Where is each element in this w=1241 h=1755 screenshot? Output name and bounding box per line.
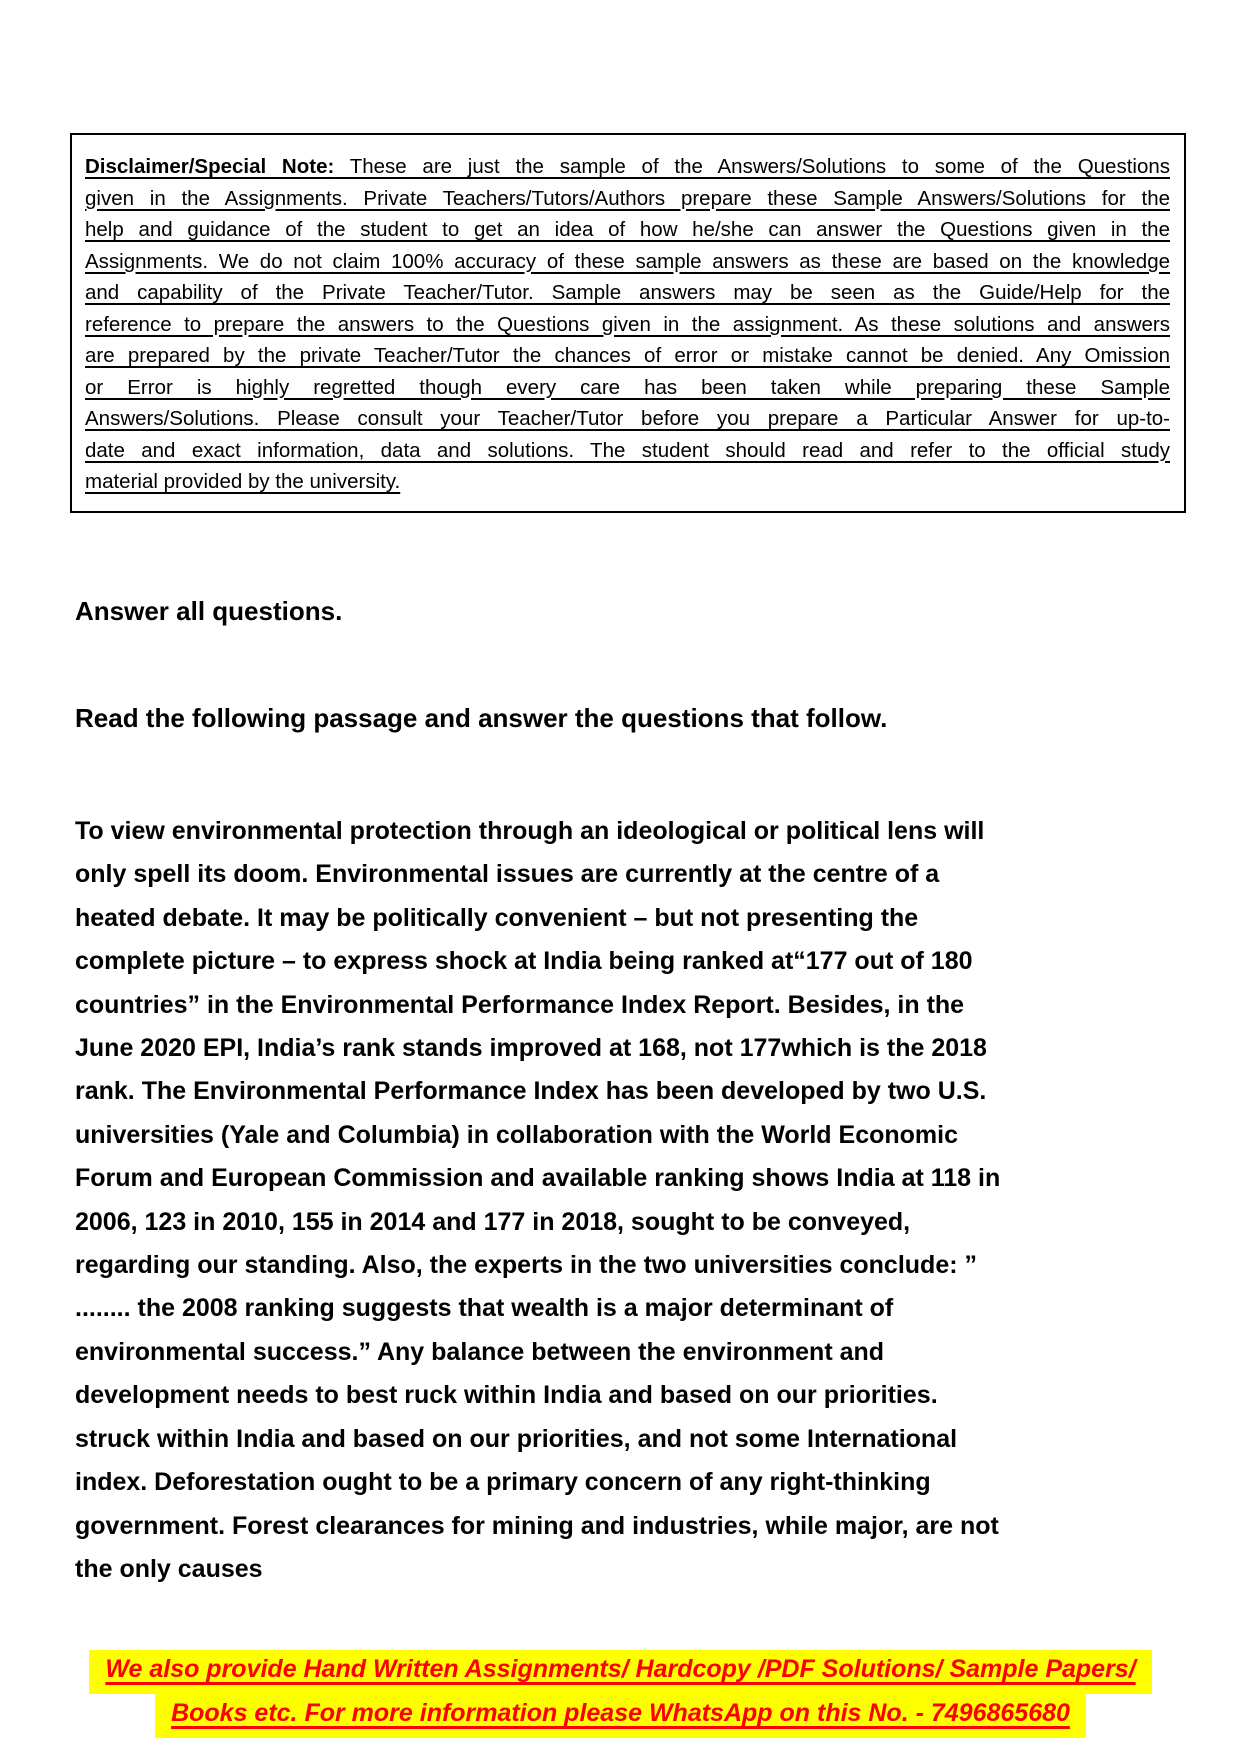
passage-line: development needs to best ruck within India and based on our priorities. — [75, 1381, 938, 1410]
passage-line: government. Forest clearances for mining and industries, while major, are not — [75, 1511, 999, 1540]
passage-line: complete picture – to express shock at India being ranked at“177 out of 180 — [75, 947, 973, 976]
passage-line: universities (Yale and Columbia) in collaboration with the World Economic — [75, 1120, 958, 1149]
footer-line-text: We also provide Hand Written Assignments/ Hardcopy /PDF Solutions/ Sample Papers/ — [89, 1650, 1151, 1694]
disclaimer-line: date and exact information, data and solutions. The student should read and refer to the official study — [85, 438, 1170, 462]
passage-line: ........ the 2008 ranking suggests that wealth is a major determinant of — [75, 1294, 894, 1323]
disclaimer-line: Answers/Solutions. Please consult your Teacher/Tutor before you prepare a Particular Answer for up-to- — [85, 407, 1170, 430]
disclaimer-line: material provided by the university. — [85, 470, 401, 493]
disclaimer-line: are prepared by the private Teacher/Tutor the chances of error or mistake cannot be denied. Any Omission — [85, 344, 1170, 367]
disclaimer-lead-label: Disclaimer/Special Note: — [85, 155, 335, 178]
passage-line: June 2020 EPI, India’s rank stands improved at 168, not 177which is the 2018 — [75, 1034, 987, 1063]
answer-all-heading: Answer all questions. — [75, 596, 343, 626]
disclaimer-line: Assignments. We do not claim 100% accuracy of these sample answers as these are based on the knowledge — [85, 249, 1170, 273]
passage-line: the only causes — [75, 1554, 263, 1583]
footer-promo — [0, 1650, 1241, 1738]
disclaimer-line: and capability of the Private Teacher/Tutor. Sample answers may be seen as the Guide/Help for the — [85, 281, 1170, 304]
disclaimer-box — [70, 133, 1186, 513]
passage-line: Forum and European Commission and available ranking shows India at 118 in — [75, 1164, 1001, 1193]
read-passage-heading: Read the following passage and answer the questions that follow. — [75, 703, 888, 733]
disclaimer-line-text: These are just the sample of the Answers/Solutions to some of the Questions — [334, 155, 1171, 178]
passage-line: only spell its doom. Environmental issues are currently at the centre of a — [75, 860, 940, 889]
passage-line: countries” in the Environmental Performance Index Report. Besides, in the — [75, 990, 965, 1019]
passage-line: regarding our standing. Also, the experts in the two universities conclude: ” — [75, 1251, 977, 1280]
passage-line: 2006, 123 in 2010, 155 in 2014 and 177 in 2018, sought to be conveyed, — [75, 1207, 911, 1236]
disclaimer-line: given in the Assignments. Private Teachers/Tutors/Authors prepare these Sample Answers/Solutions for the — [85, 186, 1170, 210]
passage-line: To view environmental protection through an ideological or political lens will — [75, 817, 985, 845]
disclaimer-line — [85, 151, 1170, 183]
footer-line — [0, 1650, 1241, 1694]
passage — [75, 810, 1000, 1591]
passage-line: heated debate. It may be politically convenient – but not presenting the — [75, 903, 919, 932]
passage-line: index. Deforestation ought to be a primary concern of any right-thinking — [75, 1468, 931, 1497]
disclaimer-line: or Error is highly regretted though every care has been taken while preparing these Sample — [85, 375, 1170, 399]
disclaimer-line: reference to prepare the answers to the Questions given in the assignment. As these solutions and answers — [85, 312, 1170, 336]
passage-line: environmental success.” Any balance between the environment and — [75, 1337, 885, 1366]
passage-line: struck within India and based on our priorities, and not some International — [75, 1424, 958, 1453]
passage-line: rank. The Environmental Performance Index has been developed by two U.S. — [75, 1077, 987, 1106]
footer-line — [0, 1694, 1241, 1738]
footer-line-text: Books etc. For more information please WhatsApp on this No. - 7496865680 — [155, 1694, 1086, 1738]
disclaimer-line: help and guidance of the student to get an idea of how he/she can answer the Questions given in the — [85, 218, 1170, 241]
